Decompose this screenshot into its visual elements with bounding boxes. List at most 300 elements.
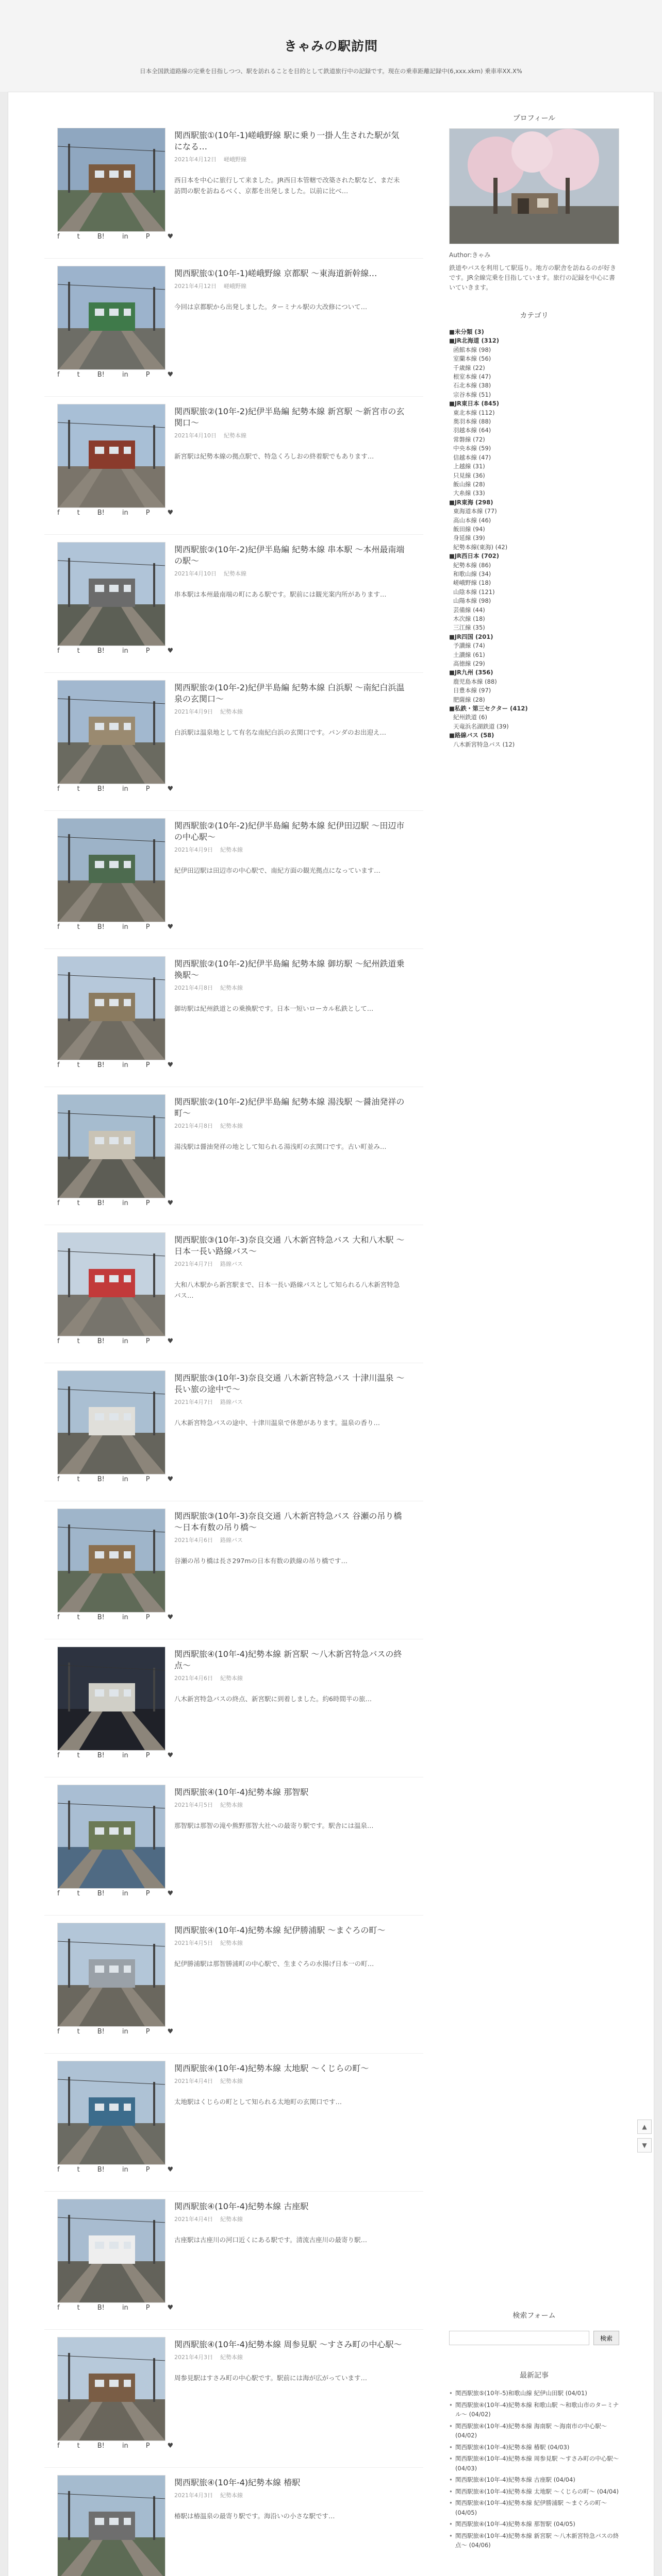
share-button[interactable]: in [122,1752,128,1759]
share-button[interactable]: f [57,647,60,655]
post-body [174,1096,405,1152]
share-button[interactable]: t [77,1476,80,1483]
share-button[interactable]: B! [97,1752,105,1759]
post-date: 2021年4月12日 [174,283,217,290]
category-item[interactable]: 土讃線 (61) [453,651,485,658]
category-item[interactable]: 只見線 (36) [453,471,485,479]
category-item[interactable]: 信越本線 (47) [453,453,491,461]
post-thumbnail[interactable] [57,266,166,370]
post-thumbnail[interactable] [57,1094,166,1198]
post-body [174,2201,405,2245]
share-button[interactable]: B! [97,785,105,793]
share-button[interactable]: t [77,785,80,793]
post-body [174,2477,405,2521]
recent-posts-title: 最新記事 [520,2371,549,2380]
share-button[interactable]: f [57,923,60,931]
share-button[interactable]: P [145,1337,150,1345]
post-title[interactable]: 関西駅旅②(10年-2)紀伊半島編 紀勢本線 新宮駅 ～新宮市の玄関口～ [174,406,405,428]
share-button[interactable]: ♥ [167,2028,174,2036]
share-button[interactable]: t [77,1614,80,1621]
recent-post-link[interactable]: • 関西駅旅④(10年-4)紀勢本線 周参見駅 ～すさみ町の中心駅～ (04/03) [449,2454,619,2473]
share-button[interactable]: P [145,647,150,655]
share-button[interactable]: ♥ [167,2166,174,2174]
share-button[interactable]: B! [97,1199,105,1207]
post-body [174,1511,405,1566]
post-thumbnail[interactable] [57,956,166,1060]
share-button[interactable]: t [77,1752,80,1759]
share-button[interactable]: f [57,371,60,379]
share-button[interactable]: in [122,647,128,655]
post-body [174,1925,405,1969]
share-button[interactable]: ♥ [167,1337,174,1345]
post-excerpt: 古座駅は古座川の河口近くにある駅です。清流古座川の最寄り駅… [174,2236,368,2244]
sidebar [449,109,619,2576]
share-buttons [57,1890,173,1897]
share-button[interactable]: t [77,233,80,241]
post-thumbnail[interactable] [57,1509,166,1613]
post-title[interactable]: 関西駅旅①(10年-1)嵯峨野線 京都駅 ～東海道新幹線… [174,268,377,278]
share-button[interactable]: ♥ [167,1476,174,1483]
post-item [44,949,423,1087]
category-item[interactable]: ■JR東海 (298) [449,498,493,506]
share-button[interactable]: f [57,1890,60,1897]
share-button[interactable]: P [145,1476,150,1483]
category-item[interactable]: 身延線 (39) [453,534,485,542]
category-item[interactable]: 東海道本線 (77) [453,507,497,515]
category-item[interactable]: 根室本線 (47) [453,373,491,381]
share-button[interactable]: t [77,2166,80,2174]
scroll-down-icon[interactable]: ▼ [637,2138,652,2153]
share-buttons [57,2028,173,2036]
post-thumbnail[interactable] [57,1785,166,1889]
category-item[interactable]: 山陰本線 (121) [453,588,495,596]
share-button[interactable]: B! [97,2028,105,2036]
post-category[interactable]: 紀勢本線 [220,2492,243,2499]
share-button[interactable]: ♥ [167,1199,174,1207]
share-button[interactable]: t [77,1061,80,1069]
share-button[interactable]: t [77,2028,80,2036]
share-button[interactable]: P [145,2166,150,2174]
category-item[interactable]: 東北本線 (112) [453,409,495,416]
share-button[interactable]: P [145,1752,150,1759]
share-button[interactable]: ♥ [167,2304,174,2312]
category-item[interactable]: 嵯峨野線 (18) [453,579,491,587]
post-date: 2021年4月5日 [174,1802,213,1808]
post-thumbnail[interactable] [57,404,166,508]
search-box [449,2331,619,2345]
post-thumbnail[interactable] [57,2475,166,2576]
post-date: 2021年4月6日 [174,1675,213,1682]
post-excerpt: 周参見駅はすさみ町の中心駅です。駅前には海が広がっています… [174,2374,368,2382]
share-button[interactable]: P [145,923,150,931]
post-category[interactable]: 紀勢本線 [220,2354,243,2361]
share-button[interactable]: B! [97,2442,105,2450]
share-button[interactable]: B! [97,1337,105,1345]
post-item [44,811,423,949]
post-body [174,130,405,196]
share-button[interactable]: B! [97,2304,105,2312]
post-date: 2021年4月3日 [174,2354,213,2361]
post-category[interactable]: 路線バス [220,1261,243,1267]
recent-post-link[interactable]: • 関西駅旅④(10年-4)紀勢本線 那智駅 (04/05) [449,2519,619,2529]
post-item [44,2468,423,2576]
profile-title: プロフィール [512,114,556,123]
category-item[interactable]: ■路線バス (58) [449,732,494,739]
category-item[interactable]: 羽越本線 (64) [453,427,491,434]
share-button[interactable]: in [122,2028,128,2036]
category-item[interactable]: 日豊本線 (97) [453,687,491,694]
post-thumbnail-image [58,681,166,784]
share-buttons [57,1337,173,1345]
post-title[interactable]: 関西駅旅②(10年-2)紀伊半島編 紀勢本線 紀伊田辺駅 ～田辺市の中心駅～ [174,821,405,842]
post-item [44,121,423,259]
post-category[interactable]: 紀勢本線 [220,2078,243,2084]
category-item[interactable]: 高山本線 (46) [453,516,491,524]
post-thumbnail-image [58,404,166,508]
post-thumbnail[interactable] [57,542,166,646]
post-category[interactable]: 紀勢本線 [220,985,243,991]
post-category[interactable]: 紀勢本線 [224,570,246,577]
category-item[interactable]: 宗谷本線 (51) [453,391,491,398]
post-category[interactable]: 紀勢本線 [224,432,246,439]
post-thumbnail-image [58,957,166,1060]
post-category[interactable]: 紀勢本線 [220,708,243,715]
share-button[interactable]: B! [97,1614,105,1621]
post-thumbnail[interactable] [57,818,166,922]
share-button[interactable]: in [122,923,128,931]
share-button[interactable]: B! [97,923,105,931]
post-title[interactable]: 関西駅旅③(10年-3)奈良交通 八木新宮特急バス 十津川温泉 ～長い旅の途中で～ [174,1373,405,1394]
category-item[interactable]: 上越線 (31) [453,463,485,470]
category-item[interactable]: 紀州鉄道 (6) [453,714,487,721]
share-button[interactable]: P [145,2028,150,2036]
category-item[interactable]: 高徳線 (29) [453,660,485,668]
share-button[interactable]: ♥ [167,233,174,241]
post-body [174,406,405,462]
post-date: 2021年4月7日 [174,1399,213,1405]
post-meta [174,984,405,992]
post-thumbnail[interactable] [57,128,166,232]
category-item[interactable]: 木次線 (18) [453,615,485,622]
share-button[interactable]: ♥ [167,923,174,931]
post-title[interactable]: 関西駅旅④(10年-4)紀勢本線 古座駅 [174,2201,309,2211]
post-thumbnail-image [58,2337,166,2441]
share-button[interactable]: f [57,2028,60,2036]
post-date: 2021年4月9日 [174,708,213,715]
post-body [174,1787,405,1831]
share-button[interactable]: B! [97,233,105,241]
post-item [44,1639,423,1777]
share-button[interactable]: P [145,2442,150,2450]
category-item[interactable]: 千歳線 (22) [453,364,485,371]
post-title[interactable]: 関西駅旅②(10年-2)紀伊半島編 紀勢本線 串本駅 ～本州最南端の駅～ [174,545,405,566]
share-button[interactable]: f [57,1337,60,1345]
recent-posts-list [449,2388,619,2550]
post-date: 2021年4月6日 [174,1537,213,1544]
share-button[interactable]: t [77,371,80,379]
share-button[interactable]: f [57,1752,60,1759]
category-item[interactable]: 函館本線 (98) [453,346,491,353]
share-button[interactable]: t [77,923,80,931]
share-button[interactable]: P [145,509,150,517]
post-body [174,544,405,600]
post-thumbnail[interactable] [57,2337,166,2441]
share-button[interactable]: P [145,2304,150,2312]
share-button[interactable]: t [77,1199,80,1207]
post-item [44,1916,423,2054]
share-buttons [57,509,173,517]
share-button[interactable]: f [57,1614,60,1621]
post-list [44,121,423,2576]
share-button[interactable]: P [145,371,150,379]
post-meta [174,2215,405,2223]
post-item [44,535,423,673]
post-date: 2021年4月4日 [174,2078,213,2084]
post-title[interactable]: 関西駅旅③(10年-3)奈良交通 八木新宮特急バス 谷瀬の吊り橋 ～日本有数の吊り橋～ [174,1511,402,1532]
post-meta [174,1260,405,1268]
post-date: 2021年4月4日 [174,2216,213,2223]
post-item [44,2192,423,2330]
share-button[interactable]: P [145,1199,150,1207]
category-item[interactable]: ■JR九州 (356) [449,669,493,676]
category-item[interactable]: 天竜浜名湖鉄道 (39) [453,722,509,730]
search-input[interactable] [449,2331,589,2345]
post-title[interactable]: 関西駅旅④(10年-4)紀勢本線 新宮駅 ～八木新宮特急バスの終点～ [174,1649,402,1670]
share-button[interactable]: f [57,2304,60,2312]
post-category[interactable]: 紀勢本線 [220,1675,243,1682]
share-button[interactable]: f [57,785,60,793]
post-body [174,2339,405,2383]
share-button[interactable]: P [145,1061,150,1069]
category-item[interactable]: 飯山線 (28) [453,480,485,488]
post-excerpt: 湯浅駅は醤油発祥の地として知られる湯浅町の玄関口です。古い町並み… [174,1143,387,1150]
post-thumbnail[interactable] [57,1370,166,1475]
share-button[interactable]: in [122,1476,128,1483]
post-thumbnail[interactable] [57,2199,166,2303]
site-title[interactable]: きゃみの駅訪問 [284,39,378,54]
post-title[interactable]: 関西駅旅④(10年-4)紀勢本線 紀伊勝浦駅 ～まぐろの町～ [174,1925,386,1935]
post-title[interactable]: 関西駅旅②(10年-2)紀伊半島編 紀勢本線 御坊駅 ～紀州鉄道乗換駅～ [174,959,405,980]
share-button[interactable]: t [77,2304,80,2312]
share-button[interactable]: t [77,647,80,655]
share-button[interactable]: B! [97,371,105,379]
share-button[interactable]: t [77,2442,80,2450]
recent-post-link[interactable]: • 関西駅旅⑤(10年-5)和歌山線 紀伊山田駅 (04/01) [449,2388,619,2398]
share-button[interactable]: in [122,509,128,517]
post-meta [174,431,405,439]
post-title[interactable]: 関西駅旅④(10年-4)紀勢本線 椿駅 [174,2478,301,2487]
post-excerpt: 太地駅はくじらの町として知られる太地町の玄関口です… [174,2098,342,2106]
category-item[interactable]: 肥薩線 (28) [453,696,485,703]
post-category[interactable]: 紀勢本線 [220,1123,243,1129]
post-meta [174,2077,405,2085]
share-button[interactable]: in [122,1199,128,1207]
post-item [44,1087,423,1225]
post-meta [174,2353,405,2361]
post-category[interactable]: 路線バス [220,1537,243,1544]
post-body [174,268,405,312]
category-item[interactable]: ■JR北海道 (312) [449,337,500,345]
share-button[interactable]: ♥ [167,1614,174,1621]
share-button[interactable]: B! [97,647,105,655]
category-item[interactable]: 和歌山線 (34) [453,570,491,578]
post-item [44,397,423,535]
post-thumbnail[interactable] [57,1923,166,2027]
category-item[interactable]: ■JR東日本 (845) [449,400,500,408]
share-button[interactable]: ♥ [167,785,174,793]
post-title[interactable]: 関西駅旅①(10年-1)嵯峨野線 駅に乗り一掛人生された駅が気になる… [174,130,400,151]
share-button[interactable]: ♥ [167,2442,174,2450]
category-item[interactable]: ■JR西日本 (702) [449,552,500,560]
share-button[interactable]: ♥ [167,1752,174,1759]
share-button[interactable]: in [122,785,128,793]
category-item[interactable]: 八木新宮特急バス (12) [453,740,515,748]
share-button[interactable]: t [77,509,80,517]
category-item[interactable]: 鹿児島本線 (88) [453,677,497,685]
post-excerpt: 大和八木駅から新宮駅まで、日本一長い路線バスとして知られる八木新宮特急バス… [174,1281,400,1299]
recent-comments-title [449,2571,619,2576]
post-thumbnail[interactable] [57,1232,166,1336]
post-meta [174,155,405,163]
category-item[interactable]: 常磐線 (72) [453,435,485,443]
category-item[interactable]: ■私鉄・第三セクター (412) [449,705,528,713]
post-item [44,2054,423,2192]
share-button[interactable]: B! [97,1476,105,1483]
post-meta [174,1122,405,1130]
category-item[interactable]: ■未分類 (3) [449,328,484,335]
share-button[interactable]: f [57,509,60,517]
post-item [44,1501,423,1639]
recent-post-link[interactable]: • 関西駅旅④(10年-4)紀勢本線 和歌山駅 ～和歌山市のターミナル～ (04/02) [449,2400,619,2419]
share-button[interactable]: t [77,1890,80,1897]
category-item[interactable]: 三江線 (35) [453,624,485,632]
share-button[interactable]: t [77,1337,80,1345]
share-buttons [57,233,173,241]
scroll-up-icon[interactable]: ▲ [637,2120,652,2134]
recent-post-link[interactable]: • 関西駅旅④(10年-4)紀勢本線 新宮駅 ～八木新宮特急バスの終点～ (04/06) [449,2531,619,2550]
category-item[interactable]: 大糸線 (33) [453,489,485,497]
post-thumbnail-image [58,1509,166,1613]
profile-name[interactable]: Author:きゃみ [449,251,491,259]
recent-post-link[interactable]: • 関西駅旅④(10年-4)紀勢本線 太地駅 ～くじらの町～ (04/04) [449,2487,619,2497]
post-item [44,259,423,397]
post-title[interactable]: 関西駅旅④(10年-4)紀勢本線 太地駅 ～くじらの町～ [174,2063,369,2073]
share-button[interactable]: in [122,1061,128,1069]
category-item[interactable]: 紀勢本線 (86) [453,561,491,569]
share-button[interactable]: in [122,233,128,241]
share-button[interactable]: f [57,1061,60,1069]
share-button[interactable]: f [57,2442,60,2450]
share-buttons [57,1061,173,1069]
site-header [0,0,662,92]
share-button[interactable]: f [57,1476,60,1483]
post-date: 2021年4月3日 [174,2492,213,2499]
post-item [44,1777,423,1916]
share-button[interactable]: in [122,2442,128,2450]
share-button[interactable]: ♥ [167,647,174,655]
share-button[interactable]: in [122,2166,128,2174]
share-button[interactable]: P [145,785,150,793]
share-button[interactable]: ♥ [167,371,174,379]
recent-post-link[interactable]: • 関西駅旅④(10年-4)紀勢本線 椿駅 (04/03) [449,2443,619,2452]
post-title[interactable]: 関西駅旅②(10年-2)紀伊半島編 紀勢本線 白浜駅 ～南紀白浜温泉の玄関口～ [174,683,405,704]
share-button[interactable]: in [122,2304,128,2312]
category-item[interactable]: 石北本線 (38) [453,382,491,389]
share-button[interactable]: P [145,233,150,241]
post-item [44,2330,423,2468]
share-button[interactable]: ♥ [167,1061,174,1069]
share-button[interactable]: B! [97,1890,105,1897]
post-title[interactable]: 関西駅旅④(10年-4)紀勢本線 周参見駅 ～すさみ町の中心駅～ [174,2340,402,2349]
post-title[interactable]: 関西駅旅②(10年-2)紀伊半島編 紀勢本線 湯浅駅 ～醤油発祥の町～ [174,1097,405,1118]
share-button[interactable]: in [122,1337,128,1345]
post-thumbnail[interactable] [57,1647,166,1751]
post-meta [174,1398,405,1406]
category-item[interactable]: 紀勢本線(東海) (42) [453,543,508,551]
category-item[interactable]: ■JR四国 (201) [449,633,493,640]
post-excerpt: 谷瀬の吊り橋は長さ297mの日本有数の鉄線の吊り橋です… [174,1557,348,1565]
category-item[interactable]: 奥羽本線 (88) [453,418,491,426]
post-category[interactable]: 嵯峨野線 [224,156,246,163]
category-item[interactable]: 中央本線 (59) [453,445,491,452]
recent-post-link[interactable]: • 関西駅旅④(10年-4)紀勢本線 海南駅 ～海南市の中心駅～ (04/02) [449,2421,619,2441]
share-button[interactable]: ♥ [167,509,174,517]
post-category[interactable]: 路線バス [220,1399,243,1405]
post-body [174,820,405,876]
post-body [174,1372,405,1428]
share-button[interactable]: P [145,1890,150,1897]
post-thumbnail-image [58,1923,166,2027]
share-button[interactable]: f [57,1199,60,1207]
scroll-controls [637,2120,652,2153]
share-button[interactable]: B! [97,1061,105,1069]
category-item[interactable]: 山陽本線 (98) [453,597,491,605]
category-item[interactable]: 芸備線 (44) [453,606,485,614]
share-button[interactable]: B! [97,509,105,517]
post-category[interactable]: 嵯峨野線 [224,283,246,290]
share-button[interactable]: B! [97,2166,105,2174]
share-button[interactable]: f [57,233,60,241]
post-excerpt: 紀伊勝浦駅は那智勝浦町の中心駅で、生まぐろの水揚げ日本一の町… [174,1960,374,1968]
post-category[interactable]: 紀勢本線 [220,846,243,853]
recent-post-link[interactable]: • 関西駅旅④(10年-4)紀勢本線 古座駅 (04/04) [449,2475,619,2485]
post-category[interactable]: 紀勢本線 [220,2216,243,2223]
share-button[interactable]: in [122,1890,128,1897]
category-item[interactable]: 飯田線 (94) [453,525,485,533]
post-thumbnail[interactable] [57,2061,166,2165]
post-thumbnail[interactable] [57,680,166,784]
post-category[interactable]: 紀勢本線 [220,1940,243,1946]
share-button[interactable]: P [145,1614,150,1621]
post-title[interactable]: 関西駅旅④(10年-4)紀勢本線 那智駅 [174,1787,309,1797]
post-excerpt: 御坊駅は紀州鉄道との乗換駅です。日本一短いローカル私鉄として… [174,1005,374,1012]
site-description: 日本全国鉄道路線の完乗を目指しつつ、駅を訪れることを目的として鉄道旅行中の記録です。現在の乗車距離記録中(6,xxx.xkm) 乗車率XX.X% [140,67,522,75]
category-item[interactable]: 予讃線 (74) [453,642,485,650]
share-button[interactable]: ♥ [167,1890,174,1897]
share-button[interactable]: in [122,1614,128,1621]
share-button[interactable]: in [122,371,128,379]
post-excerpt: 八木新宮特急バスの途中、十津川温泉で休憩があります。温泉の香り… [174,1419,380,1427]
search-title: 検索フォーム [512,2312,556,2320]
post-body [174,1649,405,1704]
recent-post-link[interactable]: • 関西駅旅④(10年-4)紀勢本線 紀伊勝浦駅 ～まぐろの町～ (04/05) [449,2498,619,2517]
post-title[interactable]: 関西駅旅③(10年-3)奈良交通 八木新宮特急バス 大和八木駅 ～日本一長い路線バス～ [174,1235,405,1256]
post-excerpt: 紀伊田辺駅は田辺市の中心駅で、南紀方面の観光拠点になっています… [174,867,380,874]
post-category[interactable]: 紀勢本線 [220,1802,243,1808]
category-item[interactable]: 室蘭本線 (56) [453,355,491,363]
search-button[interactable]: 検索 [593,2331,619,2345]
share-button[interactable]: f [57,2166,60,2174]
